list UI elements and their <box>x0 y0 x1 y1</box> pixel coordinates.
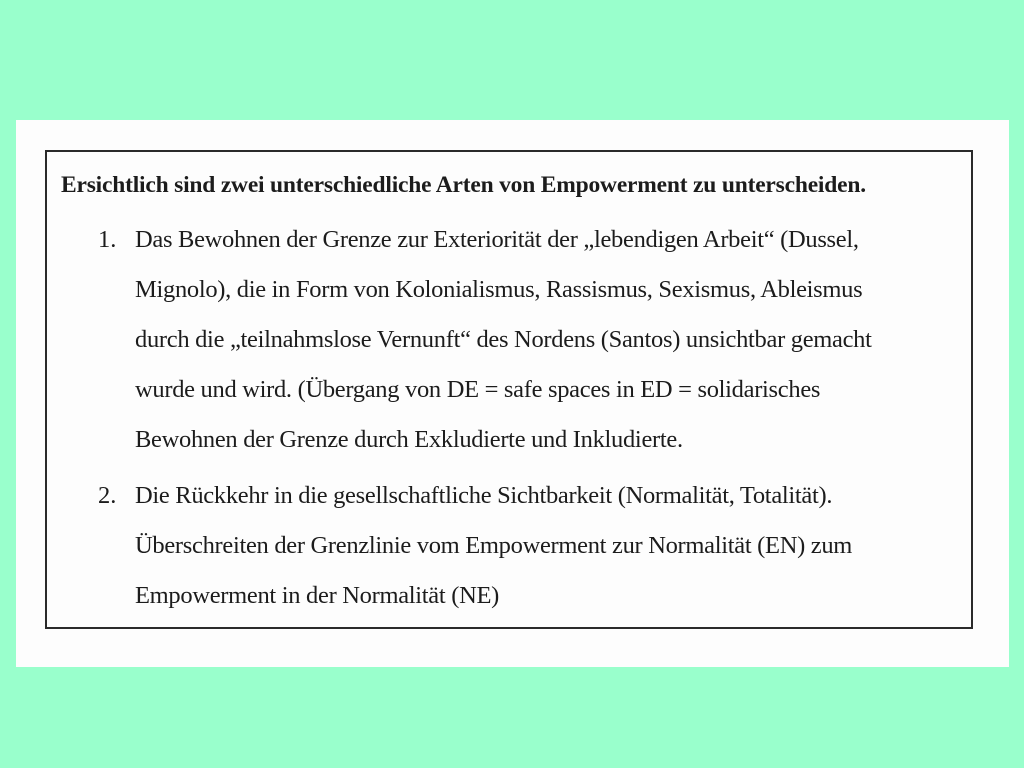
item-2-number: 2. <box>98 482 117 509</box>
item-1-line-2: Mignolo), die in Form von Kolonialismus, Rassismus, Sexismus, Ableismus <box>135 276 863 303</box>
scanned-page <box>16 120 1009 667</box>
item-2-line-2: Überschreiten der Grenzlinie vom Empowerment zur Normalität (EN) zum <box>135 532 853 559</box>
item-1-line-4: wurde und wird. (Übergang von DE = safe spaces in ED = solidarisches <box>135 376 821 403</box>
item-2-line-1: Die Rückkehr in die gesellschaftliche Sichtbarkeit (Normalität, Totalität). <box>135 482 833 509</box>
item-1-line-5: Bewohnen der Grenze durch Exkludierte und Inkludierte. <box>135 426 683 453</box>
document-heading: Ersichtlich sind zwei unterschiedliche Arten von Empowerment zu unterscheiden. <box>61 172 866 198</box>
item-1-number: 1. <box>98 226 117 253</box>
item-1-line-3: durch die „teilnahmslose Vernunft“ des Nordens (Santos) unsichtbar gemacht <box>135 326 872 353</box>
item-1-line-1: Das Bewohnen der Grenze zur Exteriorität der „lebendigen Arbeit“ (Dussel, <box>135 226 859 253</box>
bordered-text-box <box>45 150 973 629</box>
item-2-line-3: Empowerment in der Normalität (NE) <box>135 582 499 609</box>
